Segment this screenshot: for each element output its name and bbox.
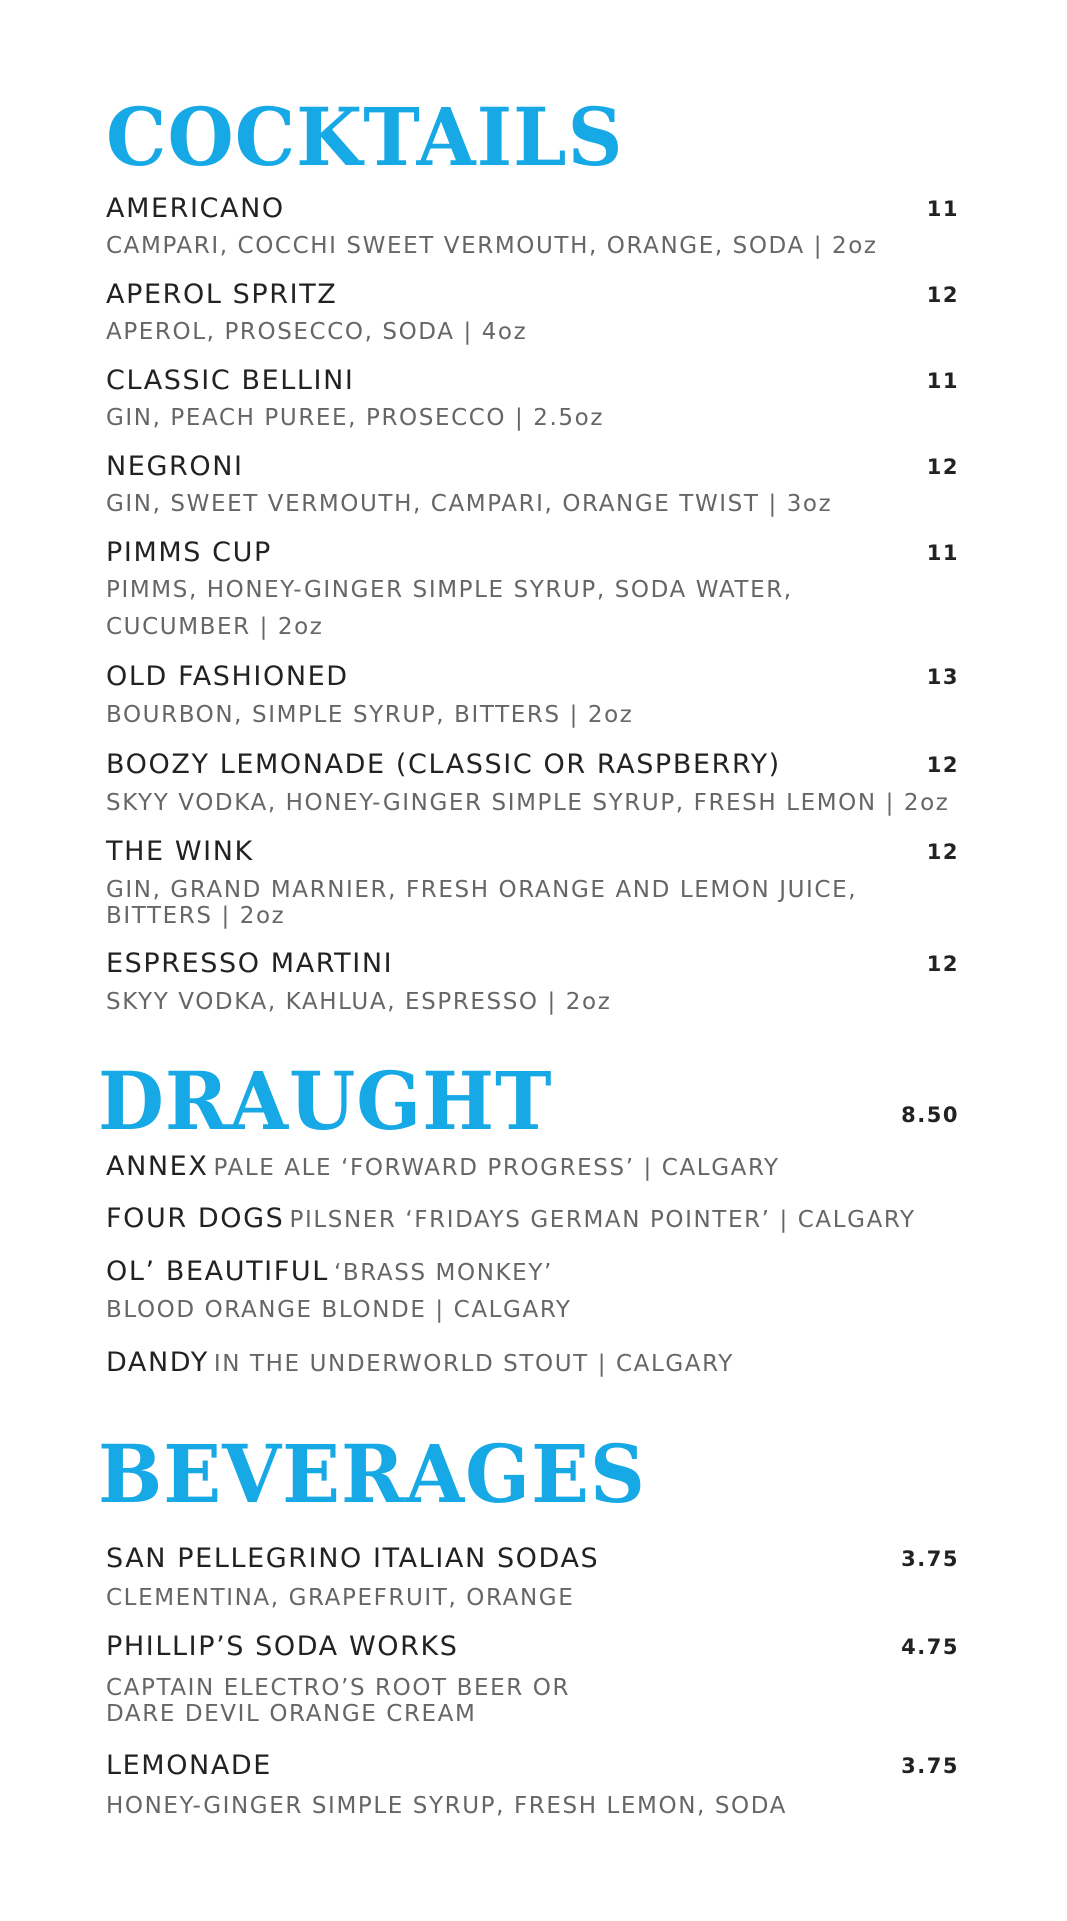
- item-description: GIN, PEACH PUREE, PROSECCO | 2.5oz: [106, 405, 605, 431]
- item-name: LEMONADE: [106, 1750, 272, 1781]
- item-name: AMERICANO: [106, 193, 285, 224]
- item-description: CLEMENTINA, GRAPEFRUIT, ORANGE: [106, 1585, 575, 1611]
- item-name: PIMMS CUP: [106, 537, 272, 568]
- item-name: OL’ BEAUTIFUL: [106, 1256, 329, 1287]
- item-price: 12: [926, 840, 959, 864]
- item-description: CAPTAIN ELECTRO’S ROOT BEER OR: [106, 1675, 571, 1701]
- item-name: NEGRONI: [106, 451, 244, 482]
- draught-price: 8.50: [901, 1103, 959, 1127]
- item-name: SAN PELLEGRINO ITALIAN SODAS: [106, 1543, 600, 1574]
- item-description: PIMMS, HONEY-GINGER SIMPLE SYRUP, SODA WATER,: [106, 577, 793, 603]
- item-description: SKYY VODKA, KAHLUA, ESPRESSO | 2oz: [106, 989, 612, 1015]
- item-name: APEROL SPRITZ: [106, 279, 338, 310]
- item-name: PHILLIP’S SODA WORKS: [106, 1631, 459, 1662]
- beverages-heading: BEVERAGES: [98, 1427, 646, 1522]
- item-name: BOOZY LEMONADE (CLASSIC OR RASPBERRY): [106, 749, 781, 780]
- item-name: ANNEX: [106, 1151, 209, 1182]
- item-description: PILSNER ‘FRIDAYS GERMAN POINTER’ | CALGARY: [289, 1207, 916, 1233]
- item-name: THE WINK: [106, 836, 254, 867]
- item-description: HONEY-GINGER SIMPLE SYRUP, FRESH LEMON, SODA: [106, 1793, 787, 1819]
- item-price: 12: [926, 283, 959, 307]
- item-price: 12: [926, 753, 959, 777]
- item-name: ESPRESSO MARTINI: [106, 948, 394, 979]
- item-description-line2: BITTERS | 2oz: [106, 903, 286, 929]
- item-name: OLD FASHIONED: [106, 661, 349, 692]
- item-name: CLASSIC BELLINI: [106, 365, 355, 396]
- item-description: PALE ALE ‘FORWARD PROGRESS’ | CALGARY: [213, 1155, 780, 1181]
- cocktails-heading: COCKTAILS: [106, 90, 624, 185]
- item-description: CAMPARI, COCCHI SWEET VERMOUTH, ORANGE, SODA | 2oz: [106, 233, 878, 259]
- item-description-line2: CUCUMBER | 2oz: [106, 614, 324, 640]
- item-price: 3.75: [901, 1547, 959, 1571]
- item-description: GIN, GRAND MARNIER, FRESH ORANGE AND LEMON JUICE,: [106, 877, 858, 903]
- item-name: DANDY: [106, 1347, 209, 1378]
- item-description: GIN, SWEET VERMOUTH, CAMPARI, ORANGE TWIST | 3oz: [106, 491, 833, 517]
- item-description: SKYY VODKA, HONEY-GINGER SIMPLE SYRUP, FRESH LEMON | 2oz: [106, 790, 950, 816]
- item-description: IN THE UNDERWORLD STOUT | CALGARY: [213, 1351, 734, 1377]
- item-description-line2: DARE DEVIL ORANGE CREAM: [106, 1701, 477, 1727]
- item-price: 4.75: [901, 1635, 959, 1659]
- item-price: 11: [926, 197, 959, 221]
- item-name: FOUR DOGS: [106, 1203, 285, 1234]
- item-price: 11: [926, 541, 959, 565]
- item-price: 12: [926, 455, 959, 479]
- item-description: APEROL, PROSECCO, SODA | 4oz: [106, 319, 528, 345]
- item-price: 13: [926, 665, 959, 689]
- item-price: 12: [926, 952, 959, 976]
- item-description: ‘BRASS MONKEY’: [333, 1260, 553, 1286]
- draught-heading: DRAUGHT: [98, 1054, 553, 1149]
- item-description-line2: BLOOD ORANGE BLONDE | CALGARY: [106, 1297, 572, 1323]
- item-description: BOURBON, SIMPLE SYRUP, BITTERS | 2oz: [106, 702, 634, 728]
- item-price: 11: [926, 369, 959, 393]
- item-price: 3.75: [901, 1754, 959, 1778]
